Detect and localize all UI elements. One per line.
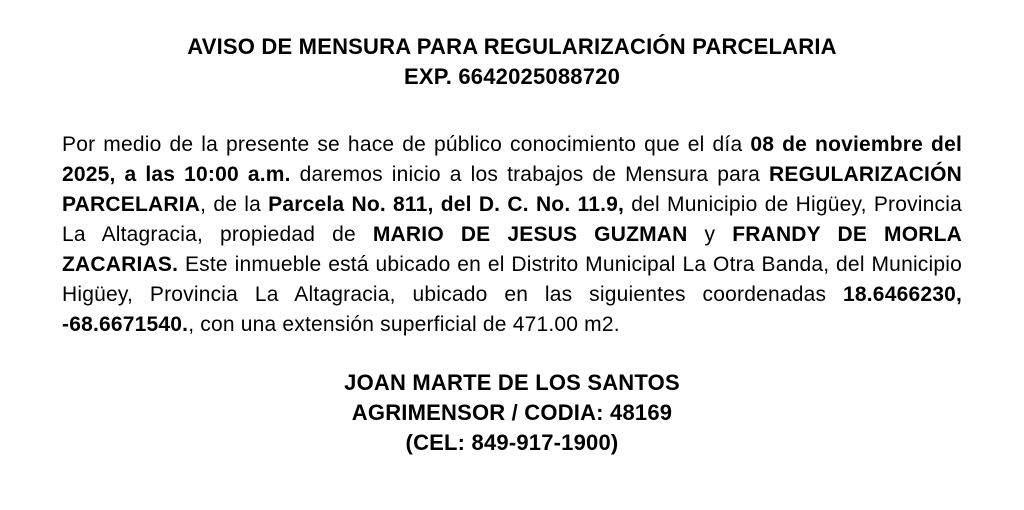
notice-body [62,130,962,340]
bold-text-run: Parcela No. 811, del D. C. No. 11.9, [268,193,625,216]
signature-block [62,368,962,458]
text-run: daremos inicio a los trabajos de Mensura para [290,163,770,186]
notice-title-block [62,32,962,92]
text-run: y [687,223,733,246]
text-run: Por medio de la presente se hace de público conocimiento que el día [62,133,751,156]
bold-text-run: REGULARIZACIÓN PARCELARIA [62,163,962,216]
notice-exp-number: EXP. 6642025088720 [403,64,621,89]
bold-text-run: FRANDY DE MORLA ZACARIAS. [62,223,962,276]
surveyor-credentials: AGRIMENSOR / CODIA: 48169 [351,400,673,425]
surveyor-phone: (CEL: 849-917-1900) [405,430,619,455]
notice-title: AVISO DE MENSURA PARA REGULARIZACIÓN PARCELARIA [187,34,837,59]
bold-text-run: MARIO DE JESUS GUZMAN [372,223,688,246]
text-run: , con una extensión superficial de 471.00 m2. [188,313,620,336]
text-run: , de la [200,193,269,216]
bold-text-run: 08 de noviembre del 2025, a las 10:00 a.m. [62,133,962,186]
bold-text-run: 18.6466230, -68.6671540. [62,283,962,336]
text-run: Este inmueble está ubicado en el Distrito Municipal La Otra Banda, del Municipio Higüey, Provincia La Altagracia, ubicado en las siguientes coordenadas [62,253,962,306]
text-run: del Municipio de Higüey, Provincia La Altagracia, propiedad de [62,193,962,246]
surveyor-name: JOAN MARTE DE LOS SANTOS [344,370,680,395]
